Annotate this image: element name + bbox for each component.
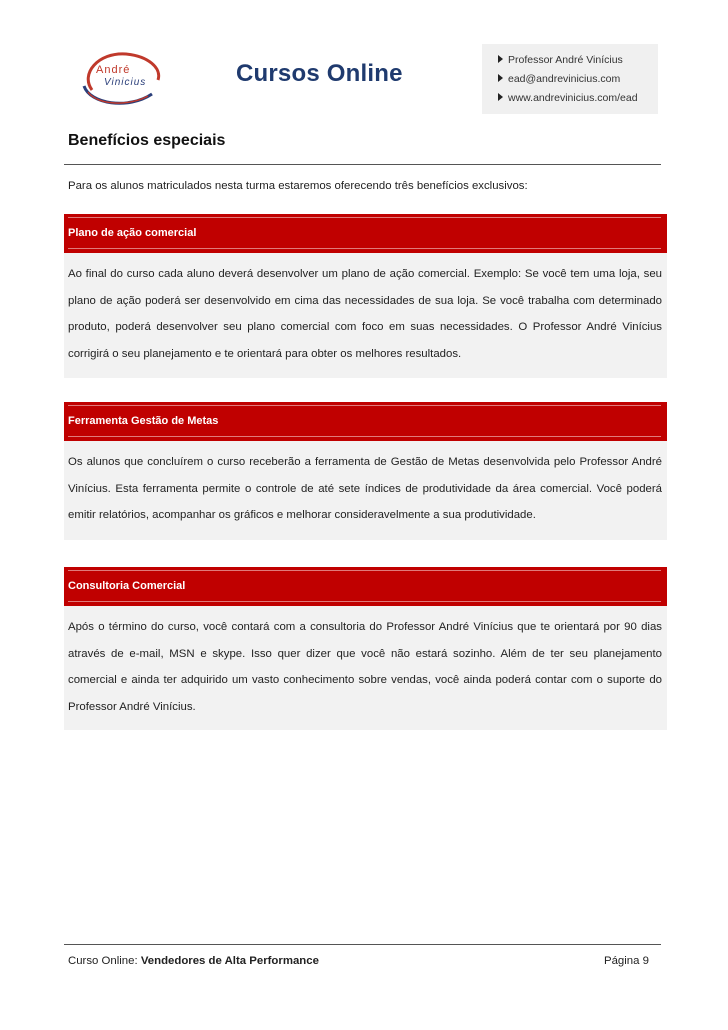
section-header	[64, 402, 667, 441]
bullet-arrow-icon	[498, 93, 503, 101]
section-consultoria	[64, 567, 667, 730]
page-heading: Benefícios especiais	[68, 132, 226, 149]
header-line	[68, 601, 661, 602]
logo-text-line2: Vinicius	[104, 77, 147, 88]
section-gestao-metas	[64, 402, 667, 540]
contact-email: ead@andrevinicius.com	[508, 73, 621, 85]
bullet-arrow-icon	[498, 55, 503, 63]
section-title: Plano de ação comercial	[68, 227, 197, 239]
header-line	[68, 570, 661, 571]
header-line	[68, 405, 661, 406]
footer-course-name: Vendedores de Alta Performance	[140, 955, 319, 967]
bullet-arrow-icon	[498, 74, 503, 82]
header-line	[68, 248, 661, 249]
section-header	[64, 214, 667, 253]
footer-course	[68, 955, 319, 967]
contact-url: www.andrevinicius.com/ead	[508, 92, 638, 104]
header-line	[68, 436, 661, 437]
contact-line-name	[498, 54, 623, 66]
contact-line-email	[498, 73, 620, 85]
header-line	[68, 217, 661, 218]
contact-line-url	[498, 92, 638, 104]
logo-text-line1: André	[96, 64, 131, 76]
footer-divider	[64, 944, 661, 945]
section-plano-acao	[64, 214, 667, 378]
contact-box	[482, 44, 658, 114]
document-title: Cursos Online	[236, 60, 403, 87]
section-body: Os alunos que concluírem o curso receberão a ferramenta de Gestão de Metas desenvolvida pelo Professor André Vinícius. Esta ferramenta permite o controle de até sete índices de produtividade da área comercial. Você poderá emitir relatórios, acompanhar os gráficos e melhorar consideravelmente a sua produtividade.	[68, 456, 662, 521]
section-body: Ao final do curso cada aluno deverá desenvolver um plano de ação comercial. Exemplo: Se você tem uma loja, seu plano de ação poderá ser desenvolvido em cima das necessidades de sua loja. Se você trabalha com determinado produto, poderá desenvolver seu plano comercial com foco em suas necessidades. O Professor André Vinícius corrigirá o seu planejamento e te orientará para obter os melhores resultados.	[68, 268, 662, 360]
contact-name: Professor André Vinícius	[508, 54, 623, 66]
footer-prefix: Curso Online:	[68, 955, 141, 967]
page-number: Página 9	[604, 955, 649, 967]
section-title: Consultoria Comercial	[68, 580, 186, 592]
section-title: Ferramenta Gestão de Metas	[68, 415, 219, 427]
intro-text: Para os alunos matriculados nesta turma estaremos oferecendo três benefícios exclusivos:	[68, 180, 528, 192]
heading-divider	[64, 164, 661, 165]
section-header	[64, 567, 667, 606]
logo	[78, 46, 166, 108]
section-body: Após o término do curso, você contará com a consultoria do Professor André Vinícius que te orientará por 90 dias através de e-mail, MSN e skype. Isso quer dizer que você não estará sozinho. Além de ter seu planejamento comercial e ainda ter adquirido um vasto conhecimento sobre vendas, você ainda poderá contar com o suporte do Professor André Vinícius.	[68, 621, 662, 713]
